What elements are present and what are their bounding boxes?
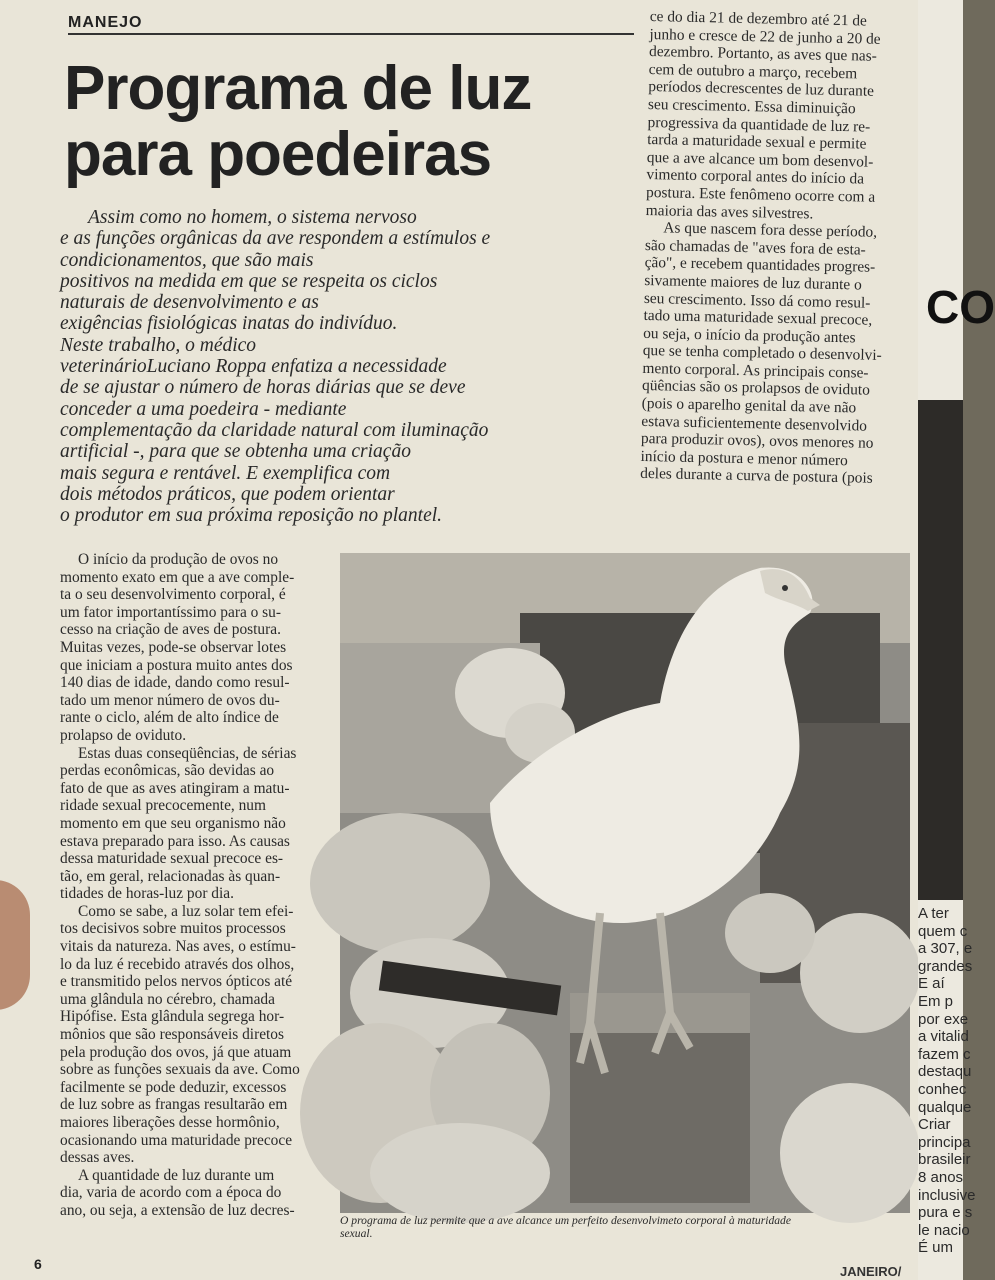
lead-line: complementação da claridade natural com iluminação (60, 419, 489, 441)
next-page-line: A ter (918, 905, 949, 922)
body-line: tarda a maturidade sexual e permite (647, 131, 867, 153)
body-line: ce do dia 21 de dezembro até 21 de (649, 8, 868, 30)
body-line: seu crescimento. Isso dá como resul- (643, 289, 871, 312)
next-page-line: pura e s (918, 1204, 973, 1222)
article-lead (60, 207, 550, 526)
body-line: tado um menor número de ovos du- (60, 691, 280, 709)
body-column-right (640, 8, 918, 489)
next-page-line: fazem c (918, 1045, 971, 1063)
body-line: um fator importantíssimo para o su- (60, 603, 281, 621)
next-page-line: Em p (918, 992, 954, 1010)
next-page-line: 8 anos (918, 1168, 964, 1186)
next-page-line: E aí (918, 975, 945, 993)
body-line: ta o seu desenvolvimento corporal, é (60, 586, 286, 604)
next-page-photo (918, 400, 963, 900)
body-line: sivamente maiores de luz durante o (644, 271, 862, 294)
body-line: dessas aves. (60, 1149, 135, 1167)
body-line: Estas duas conseqüências, de sérias (78, 744, 297, 762)
lead-line: e as funções orgânicas da ave respondem a estímulos e (60, 228, 491, 250)
body-line: postura. Este fenômeno ocorre com a (645, 183, 876, 206)
body-line: momento exato em que a ave comple- (60, 568, 295, 586)
body-line: momento em que seu organismo não (60, 814, 286, 832)
body-line: prolapso de oviduto. (60, 726, 187, 744)
body-line: 140 dias de idade, dando como resul- (60, 674, 290, 692)
next-page-line: por exe (918, 1010, 969, 1028)
next-page-edge (918, 0, 995, 1280)
body-line: que a ave alcance um bom desenvol- (646, 148, 874, 171)
lead-line: mais segura e rentável. E exemplifica com (60, 462, 391, 484)
body-line: tado uma maturidade sexual precoce, (643, 307, 873, 329)
lead-line: de se ajustar o número de horas diárias que se deve (60, 377, 466, 399)
body-line: maiores liberações desse hormônio, (60, 1114, 280, 1131)
article-headline (64, 56, 624, 188)
page-number: 6 (34, 1256, 42, 1272)
next-page-line: conhec (918, 1080, 967, 1098)
body-line: uma glândula no cérebro, chamada (60, 990, 275, 1008)
body-line: rante o ciclo, além de alto índice de (60, 709, 279, 727)
body-line: maioria das aves silvestres. (645, 201, 814, 222)
body-line: Como se sabe, a luz solar tem efei- (78, 902, 294, 920)
body-line: início da postura e menor número (640, 447, 849, 470)
section-label: MANEJO (68, 14, 143, 31)
lead-line: conceder a uma poedeira - mediante (60, 398, 347, 420)
lead-line: Neste trabalho, o médico (60, 334, 257, 356)
body-line: tidades de horas-luz por dia. (60, 885, 234, 903)
body-line: Hipófise. Esta glândula segrega hor- (60, 1008, 285, 1026)
body-line: As que nascem fora desse período, (663, 219, 878, 241)
next-page-line: Criar (918, 1116, 951, 1134)
body-line: lo da luz é recebido através dos olhos, (60, 955, 295, 973)
next-page-line: destaqu (918, 1063, 972, 1081)
body-line: cesso na criação de aves de postura. (60, 621, 281, 639)
body-line: que iniciam a postura muito antes dos (60, 656, 293, 674)
lead-line: exigências fisiológicas inatas do indivíduo. (60, 313, 398, 335)
lead-line: condicionamentos, que são mais (60, 249, 314, 271)
caption-line: O programa de luz permite que a ave alcance um perfeito desenvolvimeto corporal à maturidade (340, 1214, 791, 1227)
body-line: perdas econômicas, são devidas ao (60, 762, 275, 780)
lead-line: dois métodos práticos, que podem orientar (60, 483, 395, 505)
body-column-left (60, 551, 332, 1220)
next-page-line: a vitalid (918, 1028, 969, 1046)
body-line: ocasionando uma maturidade precoce (60, 1131, 293, 1149)
photo-caption (340, 1214, 910, 1240)
lead-line: Assim como no homem, o sistema nervoso (88, 207, 417, 228)
next-page-text (918, 905, 978, 1257)
body-line: pela produção dos ovos, já que atuam (60, 1043, 292, 1061)
lead-line: naturais de desenvolvimento e as (60, 292, 319, 314)
body-line: e transmitido pelos nervos ópticos até (60, 973, 293, 991)
next-page-line: le nacio (918, 1221, 970, 1239)
body-line: mento corporal. As principais conse- (642, 359, 869, 382)
body-line: dessa maturidade sexual precoce es- (60, 850, 284, 868)
body-line: mônios que são responsáveis diretos (60, 1026, 284, 1044)
next-page-line: a 307, e (918, 940, 973, 958)
body-line: vitais da natureza. Nas aves, o estímu- (60, 938, 296, 956)
body-line: tos decisivos sobre muitos processos (60, 920, 286, 938)
section-rule (68, 33, 634, 35)
body-line: Muitas vezes, pode-se observar lotes (60, 638, 287, 656)
body-line: deles durante a curva de postura (pois (640, 465, 873, 488)
body-line: períodos decrescentes de luz durante (648, 78, 875, 101)
body-line: tão, em geral, relacionadas às quan- (60, 867, 281, 885)
body-line: (pois o aparelho genital da ave não (641, 394, 857, 417)
body-line: de luz sobre as frangas resultarão em (60, 1096, 288, 1114)
headline-line: para poedeiras (64, 120, 492, 189)
body-line: seu crescimento. Essa diminuição (647, 95, 856, 118)
headline-line: Programa de luz (64, 54, 532, 123)
next-page-line: qualque (918, 1098, 972, 1116)
body-line: O início da produção de ovos no (78, 551, 279, 568)
lead-line: o produtor em sua próxima reposição no plantel. (60, 505, 443, 527)
body-line: cem de outubro a março, recebem (648, 60, 858, 83)
next-page-line: brasileir (918, 1151, 971, 1169)
hen-illustration (340, 553, 910, 1213)
lead-line: veterinárioLuciano Roppa enfatiza a necessidade (60, 356, 447, 378)
body-line: ou seja, o início da produção antes (643, 324, 856, 347)
body-line: que se tenha completado o desenvolvi- (642, 342, 882, 365)
body-line: são chamadas de "aves fora de esta- (644, 236, 866, 259)
next-page-line: É um (918, 1239, 954, 1257)
body-line: facilmente se pode deduzir, excessos (60, 1078, 287, 1096)
body-line: junho e cresce de 22 de junho a 20 de (649, 25, 881, 48)
lead-line: artificial -, para que se obtenha uma criação (60, 441, 411, 463)
caption-line: sexual. (340, 1227, 373, 1240)
body-line: estava preparado para isso. As causas (60, 832, 290, 850)
body-line: dezembro. Portanto, as aves que nas- (648, 43, 878, 65)
thumb-finger (0, 880, 30, 1010)
body-line: qüências são os prolapsos de oviduto (641, 377, 871, 400)
body-line: dia, varia de acordo com a época do (60, 1184, 282, 1202)
lead-line: positivos na medida em que se respeita os ciclos (60, 270, 438, 292)
next-page-line: grandes (918, 957, 973, 975)
body-line: fato de que as aves atingiram a matu- (60, 779, 290, 797)
body-line: estava suficientemente desenvolvido (641, 412, 868, 435)
body-line: ção", e recebem quantidades progres- (644, 254, 876, 277)
next-page-line: principa (918, 1133, 971, 1151)
body-line: para produzir ovos), ovos menores no (640, 430, 874, 453)
body-line: ridade sexual precocemente, num (60, 797, 266, 815)
next-page-heading: CO (926, 281, 995, 333)
next-page-line: inclusive (918, 1186, 976, 1204)
footer-date: JANEIRO/ (840, 1264, 902, 1279)
body-line: progressiva da quantidade de luz re- (647, 113, 871, 136)
next-page-line: quem c (918, 922, 968, 940)
body-line: A quantidade de luz durante um (78, 1166, 275, 1184)
body-line: sobre as funções sexuais da ave. Como (60, 1061, 300, 1079)
body-line: vimento corporal antes do início da (646, 166, 865, 188)
hen-photo (340, 553, 910, 1213)
body-line: ano, ou seja, a extensão de luz decres- (60, 1201, 295, 1219)
